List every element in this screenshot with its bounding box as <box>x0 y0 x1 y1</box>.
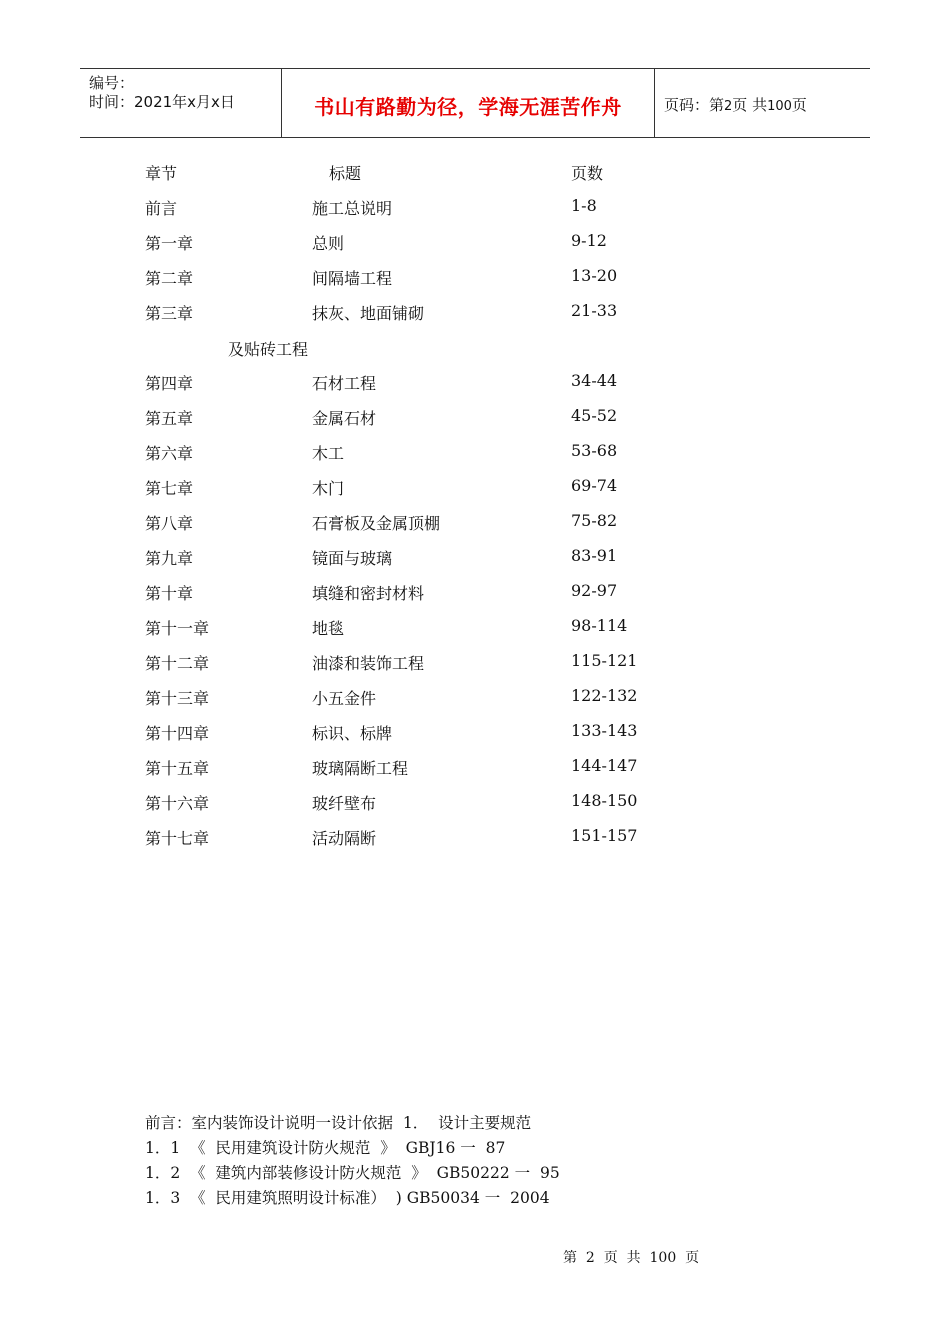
document-time-label: 时间：2021年x月x日 <box>89 93 235 111</box>
notes-intro-line: 前言：室内装饰设计说明一设计依据 1． 设计主要规范 <box>145 1114 532 1132</box>
notes-spec-line: 1．3 《 民用建筑照明设计标准） ) GB50034 一 2004 <box>145 1189 550 1207</box>
toc-pages: 144-147 <box>571 756 638 775</box>
toc-title: 金属石材 <box>312 409 377 428</box>
toc-chapter: 前言 <box>145 199 178 218</box>
toc-pages: 69-74 <box>571 476 618 495</box>
toc-row <box>0 476 950 502</box>
toc-pages: 75-82 <box>571 511 618 530</box>
toc-title: 石材工程 <box>312 374 377 393</box>
toc-row <box>0 301 950 327</box>
toc-row <box>0 546 950 572</box>
toc-row <box>0 371 950 397</box>
toc-pages: 92-97 <box>571 581 618 600</box>
toc-chapter: 第十四章 <box>145 724 210 743</box>
toc-title: 小五金件 <box>312 689 377 708</box>
toc-pages: 133-143 <box>571 721 638 740</box>
toc-row <box>0 686 950 712</box>
toc-pages: 53-68 <box>571 441 618 460</box>
toc-title: 木门 <box>312 479 345 498</box>
toc-title: 油漆和装饰工程 <box>312 654 425 673</box>
toc-header-chapter: 章节 <box>145 164 178 183</box>
toc-chapter: 第五章 <box>145 409 194 428</box>
toc-chapter: 第八章 <box>145 514 194 533</box>
header-page-cell <box>655 69 870 137</box>
toc-pages: 98-114 <box>571 616 628 635</box>
header-motto-cell <box>281 69 655 137</box>
toc-chapter: 第九章 <box>145 549 194 568</box>
toc-chapter: 第十六章 <box>145 794 210 813</box>
toc-title: 石膏板及金属顶棚 <box>312 514 441 533</box>
page-footer: 第 2 页 共 100 页 <box>563 1250 700 1266</box>
document-code-label: 编号： <box>89 74 135 92</box>
toc-row <box>0 616 950 642</box>
toc-row <box>0 721 950 747</box>
toc-chapter: 第一章 <box>145 234 194 253</box>
notes-spec-line: 1．1 《 民用建筑设计防火规范 》 GBJ16 一 87 <box>145 1139 506 1157</box>
toc-title: 木工 <box>312 444 345 463</box>
header-motto: 书山有路勤为径，学海无涯苦作舟 <box>314 95 622 119</box>
page-mid: 页 共 <box>732 96 768 114</box>
toc-row <box>0 581 950 607</box>
toc-title: 抹灰、地面铺砌 <box>312 304 425 323</box>
toc-pages: 115-121 <box>571 651 638 670</box>
page-total: 100 <box>767 99 792 114</box>
toc-title: 标识、标牌 <box>312 724 393 743</box>
toc-title: 间隔墙工程 <box>312 269 393 288</box>
toc-title: 总则 <box>312 234 345 253</box>
toc-pages: 148-150 <box>571 791 638 810</box>
toc-chapter: 第十二章 <box>145 654 210 673</box>
toc-title: 填缝和密封材料 <box>312 584 425 603</box>
toc-row <box>0 266 950 292</box>
toc-chapter: 第七章 <box>145 479 194 498</box>
toc-header-title: 标题 <box>329 164 362 183</box>
toc-title: 镜面与玻璃 <box>312 549 393 568</box>
toc-pages: 34-44 <box>571 371 618 390</box>
toc-row <box>0 231 950 257</box>
toc-chapter: 第十一章 <box>145 619 210 638</box>
toc-title: 活动隔断 <box>312 829 377 848</box>
toc-header-row <box>0 161 950 187</box>
toc-chapter: 第三章 <box>145 304 194 323</box>
toc-pages: 9-12 <box>571 231 607 250</box>
toc-pages: 13-20 <box>571 266 618 285</box>
toc-chapter: 第二章 <box>145 269 194 288</box>
toc-row <box>0 651 950 677</box>
toc-row <box>0 441 950 467</box>
toc-pages: 122-132 <box>571 686 638 705</box>
toc-title: 地毯 <box>312 619 345 638</box>
toc-row <box>0 791 950 817</box>
page-header <box>80 68 870 138</box>
header-meta-cell <box>80 69 280 137</box>
toc-pages: 1-8 <box>571 196 597 215</box>
toc-title-continuation: 及贴砖工程 <box>228 340 309 359</box>
toc-title: 施工总说明 <box>312 199 393 218</box>
header-page-number <box>664 94 807 115</box>
toc-chapter: 第十三章 <box>145 689 210 708</box>
design-basis-notes <box>145 1111 560 1211</box>
toc-pages: 21-33 <box>571 301 618 320</box>
toc-title: 玻璃隔断工程 <box>312 759 409 778</box>
toc-pages: 83-91 <box>571 546 618 565</box>
notes-spec-line: 1．2 《 建筑内部装修设计防火规范 》 GB50222 一 95 <box>145 1164 560 1182</box>
toc-row <box>0 406 950 432</box>
toc-pages: 45-52 <box>571 406 618 425</box>
toc-chapter: 第十章 <box>145 584 194 603</box>
toc-chapter: 第六章 <box>145 444 194 463</box>
toc-pages: 151-157 <box>571 826 638 845</box>
toc-row <box>0 511 950 537</box>
page-end: 页 <box>791 96 807 114</box>
toc-row <box>0 756 950 782</box>
toc-row <box>0 826 950 852</box>
toc-chapter: 第十七章 <box>145 829 210 848</box>
page-label: 页码：第 <box>664 96 725 114</box>
toc-header-pages: 页数 <box>571 164 604 183</box>
page-current: 2 <box>724 99 733 114</box>
toc-chapter: 第十五章 <box>145 759 210 778</box>
toc-row <box>0 196 950 222</box>
toc-chapter: 第四章 <box>145 374 194 393</box>
toc-title: 玻纤壁布 <box>312 794 377 813</box>
